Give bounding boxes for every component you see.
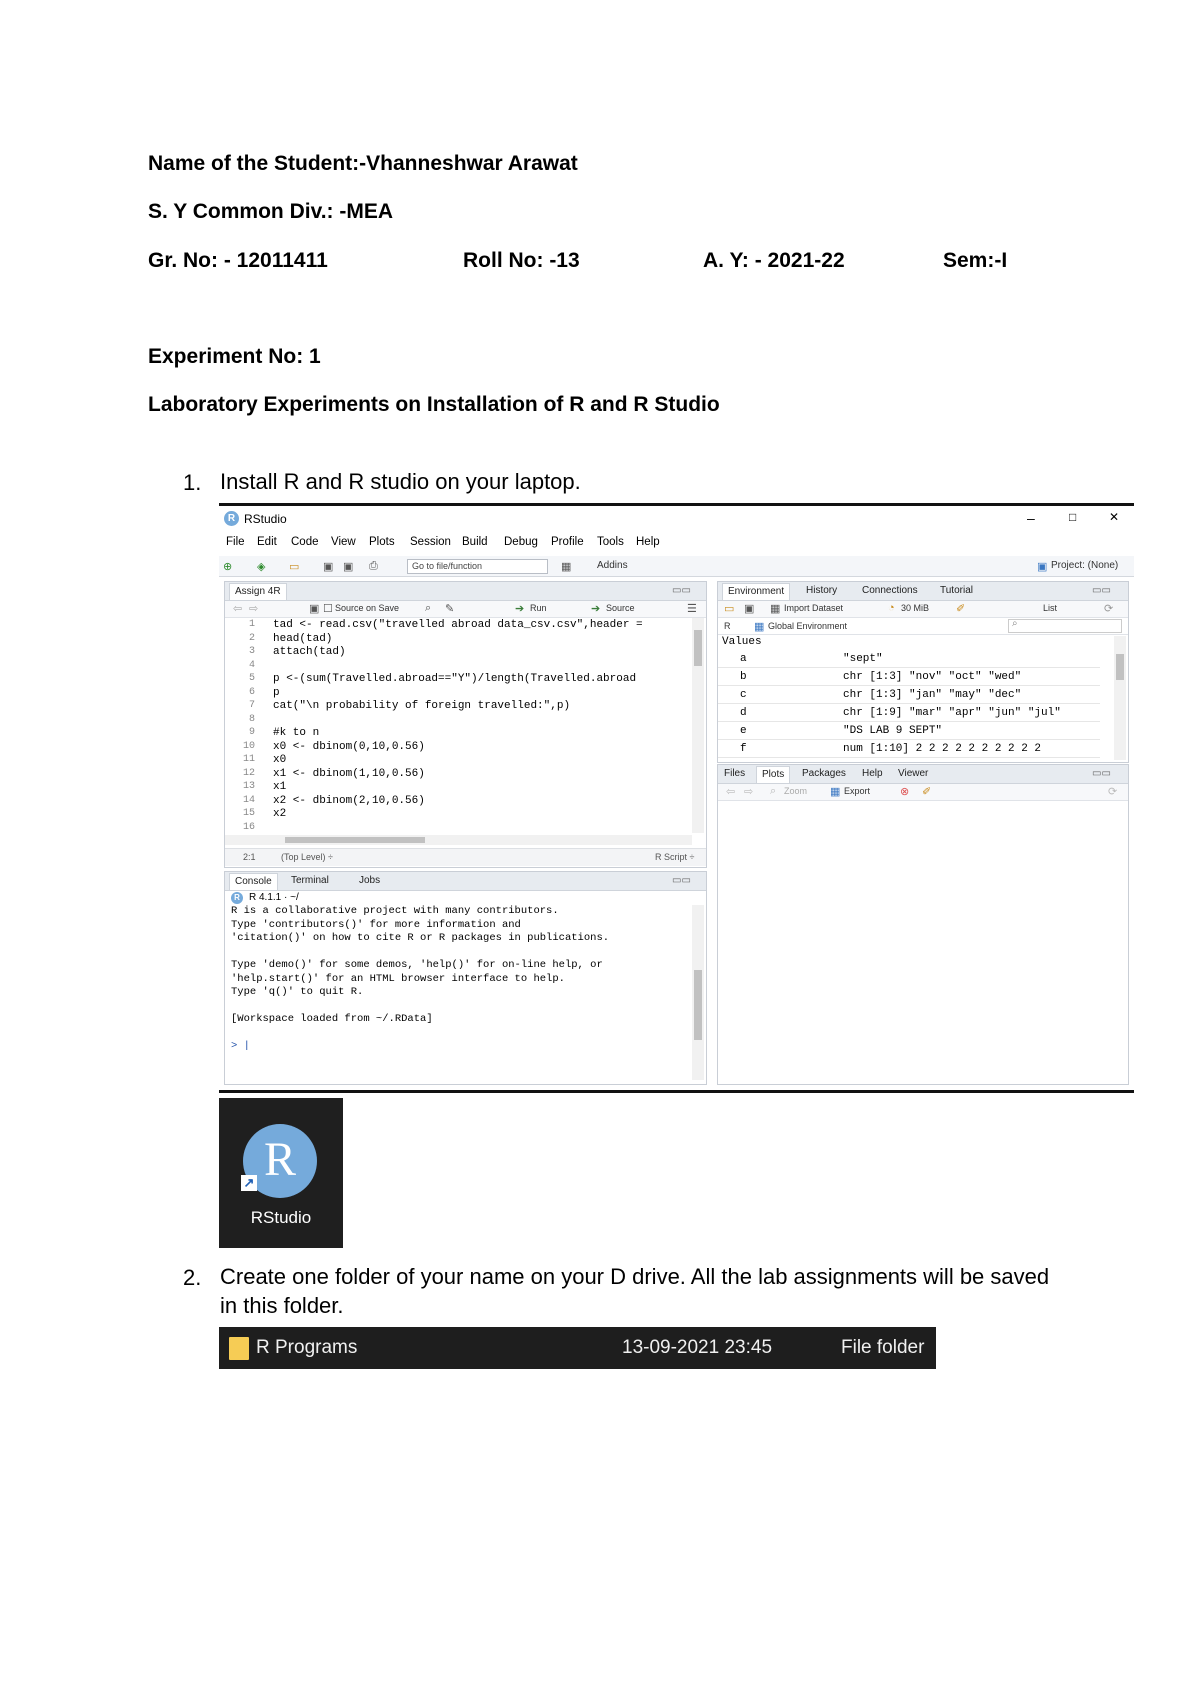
zoom-icon[interactable]: ⌕ (770, 785, 777, 797)
tab-packages[interactable]: Packages (802, 768, 846, 779)
refresh-icon[interactable]: ⟳ (1104, 603, 1114, 615)
menu-debug[interactable]: Debug (504, 536, 538, 548)
line-number: 1 (248, 619, 255, 630)
desktop-icon-label: RStudio (250, 1208, 312, 1227)
menu-bar (219, 534, 1134, 552)
code-line: p (273, 686, 280, 699)
console-minimize-icon[interactable]: ▭▭ (672, 875, 691, 886)
outline-icon[interactable]: ☰ (687, 603, 697, 615)
line-number: 2 (248, 632, 255, 644)
code-line: x0 (273, 754, 287, 766)
env-search-icon: ⌕ (1012, 618, 1018, 629)
gr-no: Gr. No: - 12011411 (148, 249, 328, 272)
remove-plot-icon[interactable]: ⊗ (900, 786, 910, 798)
files-pane (717, 764, 1129, 1085)
view-list-menu[interactable]: List (1043, 603, 1058, 613)
r-logo-icon: R (243, 1124, 317, 1198)
code-line: x0 <- dbinom(0,10,0.56) (273, 740, 425, 753)
console-pane (224, 871, 707, 1085)
environment-scopebar (718, 618, 1128, 635)
import-dataset-button[interactable]: Import Dataset (784, 603, 844, 613)
code-line: tad <- read.csv("travelled abroad data_csv.csv",header = (273, 619, 643, 631)
env-row[interactable] (718, 706, 1100, 722)
line-number: 14 (242, 794, 255, 806)
scope-indicator[interactable]: (Top Level) ÷ (281, 852, 333, 862)
menu-code[interactable]: Code (291, 536, 319, 548)
line-number: 15 (242, 808, 255, 819)
files-pane-header (718, 765, 1128, 784)
env-var-name: f (740, 743, 747, 755)
rstudio-screenshot (219, 503, 1134, 1093)
tab-environment[interactable]: Environment (722, 583, 790, 600)
env-var-value: num [1:10] 2 2 2 2 2 2 2 2 2 2 (843, 743, 1042, 755)
minimize-button[interactable]: – (1027, 510, 1035, 526)
cursor-position: 2:1 (243, 852, 256, 862)
files-minimize-icon[interactable]: ▭▭ (1092, 768, 1111, 779)
tab-viewer[interactable]: Viewer (898, 768, 929, 779)
editor-statusbar (225, 848, 706, 866)
code-editor[interactable] (225, 618, 691, 833)
maximize-button[interactable]: □ (1069, 510, 1077, 524)
console-line: Type 'demo()' for some demos, 'help()' for on-line help, or (231, 959, 603, 971)
line-number: 6 (248, 686, 255, 698)
tab-jobs[interactable]: Jobs (359, 875, 381, 886)
console-info (225, 891, 706, 905)
code-line: x2 (273, 808, 287, 820)
new-project-icon[interactable]: ◈ (257, 561, 266, 573)
save-icon[interactable]: ▣ (323, 561, 334, 573)
tab-connections[interactable]: Connections (862, 585, 918, 596)
tab-console[interactable]: Console (229, 873, 278, 890)
source-on-save-label: Source on Save (335, 603, 400, 613)
wand-icon[interactable]: ✎ (445, 603, 455, 615)
environment-pane (717, 581, 1129, 763)
r-version: R 4.1.1 · ~/ (249, 892, 299, 903)
task-1-number: 1. (183, 470, 202, 495)
zoom-button[interactable]: Zoom (784, 786, 808, 796)
rstudio-titlebar (219, 508, 1134, 530)
line-number: 11 (242, 754, 255, 765)
line-number: 13 (242, 781, 255, 792)
global-env-icon: ▦ (754, 621, 765, 633)
new-file-icon[interactable]: ⊕ (223, 561, 233, 573)
task-2-text-line-1: Create one folder of your name on your D drive. All the lab assignments will be saved (220, 1264, 1050, 1289)
editor-scrollbar[interactable] (692, 618, 704, 833)
line-number: 10 (242, 740, 255, 752)
editor-toolbar (225, 601, 706, 618)
env-var-name: a (740, 653, 747, 665)
goto-file-input[interactable]: Go to file/function (407, 559, 548, 574)
env-var-value: chr [1:3] "jan" "may" "dec" (843, 689, 1022, 701)
roll-no: Roll No: -13 (463, 249, 580, 272)
open-file-icon[interactable]: ▭ (289, 561, 300, 573)
r-version-icon: R (231, 892, 243, 904)
code-line: #k to n (273, 727, 320, 739)
console-pane-header (225, 872, 706, 891)
editor-hscrollbar[interactable] (225, 835, 692, 845)
shortcut-arrow-icon: ↗ (241, 1175, 257, 1191)
environment-table (718, 652, 1114, 760)
menu-session[interactable]: Session (410, 536, 451, 548)
grid-icon[interactable]: ▦ (561, 561, 572, 573)
console-line: 'help.start()' for an HTML browser interface to help. (231, 972, 565, 985)
tab-terminal[interactable]: Terminal (291, 875, 329, 886)
console-line: R is a collaborative project with many contributors. (231, 905, 559, 917)
folder-type: File folder (841, 1337, 925, 1358)
env-var-name: d (740, 707, 747, 719)
code-line: attach(tad) (273, 646, 346, 658)
env-minimize-icon[interactable]: ▭▭ (1092, 585, 1111, 596)
project-icon: ▣ (1037, 561, 1048, 573)
division: S. Y Common Div.: -MEA (148, 200, 394, 223)
env-var-name: e (740, 725, 747, 737)
plots-toolbar (718, 784, 1128, 801)
menu-plots[interactable]: Plots (369, 536, 395, 548)
console-line: [Workspace loaded from ~/.RData] (231, 1013, 433, 1025)
line-number: 3 (248, 646, 255, 657)
menu-view[interactable]: View (331, 536, 356, 548)
language-menu[interactable]: R (724, 621, 731, 631)
task-2-text-line-2: in this folder. (220, 1293, 344, 1318)
save-all-icon[interactable]: ▣ (343, 561, 354, 573)
env-var-name: c (740, 689, 747, 701)
console-scrollbar[interactable] (692, 905, 704, 1080)
console-output[interactable] (225, 905, 691, 1080)
run-icon[interactable]: ➔ (515, 603, 525, 615)
semester: Sem:-I (943, 249, 1008, 272)
code-line: cat("\n probability of foreign travelled:",p) (273, 700, 571, 712)
student-name: Name of the Student:-Vhanneshwar Arawat (148, 152, 578, 175)
console-prompt[interactable]: > | (231, 1040, 250, 1052)
code-line: head(tad) (273, 632, 333, 645)
forward-arrow-icon[interactable]: ⇨ (249, 603, 259, 615)
tab-assign-4r[interactable]: Assign 4R (229, 583, 287, 600)
addins-menu[interactable]: Addins (597, 560, 628, 571)
main-toolbar (219, 556, 1134, 577)
tab-plots[interactable]: Plots (756, 766, 790, 783)
clear-plots-icon[interactable]: ✐ (922, 786, 932, 798)
rstudio-logo-icon: R (224, 511, 239, 526)
load-workspace-icon[interactable]: ▭ (724, 603, 735, 615)
env-scrollbar[interactable] (1114, 636, 1126, 760)
menu-edit[interactable]: Edit (257, 536, 277, 548)
line-number: 4 (248, 659, 255, 671)
line-number: 8 (248, 713, 255, 725)
menu-profile[interactable]: Profile (551, 536, 584, 548)
env-var-value: "sept" (843, 653, 883, 665)
save-workspace-icon[interactable]: ▣ (744, 603, 755, 615)
menu-help[interactable]: Help (636, 536, 660, 548)
memory-usage[interactable]: 30 MiB (901, 603, 930, 613)
environment-pane-header (718, 582, 1128, 601)
rstudio-desktop-icon[interactable] (219, 1098, 343, 1248)
line-number: 16 (242, 821, 255, 833)
task-1-text: Install R and R studio on your laptop. (220, 469, 581, 494)
close-button[interactable]: ✕ (1109, 510, 1120, 524)
source-pane (224, 581, 707, 868)
plot-back-icon[interactable]: ⇦ (726, 786, 736, 798)
console-line: Type 'q()' to quit R. (231, 986, 364, 998)
export-icon: ▦ (830, 786, 841, 798)
environment-toolbar (718, 601, 1128, 618)
console-line: Type 'contributors()' for more information and (231, 918, 521, 931)
env-var-value: "DS LAB 9 SEPT" (843, 725, 943, 737)
tab-help[interactable]: Help (862, 768, 883, 779)
back-arrow-icon[interactable]: ⇦ (233, 603, 243, 615)
env-row[interactable] (718, 670, 1100, 686)
env-search-input[interactable] (1008, 619, 1122, 633)
tab-history[interactable]: History (806, 585, 838, 596)
source-button[interactable]: Source (606, 603, 635, 613)
line-number: 7 (248, 700, 255, 711)
window-title: RStudio (244, 512, 287, 526)
experiment-title: Laboratory Experiments on Installation of R and R Studio (148, 393, 720, 416)
folder-icon (229, 1337, 249, 1360)
minimize-pane-icon[interactable]: ▭▭ (672, 585, 691, 596)
experiment-number: Experiment No: 1 (148, 345, 321, 368)
folder-list-row[interactable] (219, 1327, 936, 1369)
plot-refresh-icon[interactable]: ⟳ (1108, 786, 1118, 798)
memory-icon: ◔ (888, 602, 895, 614)
line-number: 12 (242, 767, 255, 779)
scope-menu[interactable]: Global Environment (768, 621, 848, 631)
line-number: 5 (248, 673, 255, 684)
menu-tools[interactable]: Tools (597, 536, 624, 548)
line-number: 9 (248, 727, 255, 738)
menu-file[interactable]: File (226, 536, 245, 548)
import-dataset-icon[interactable]: ▦ (770, 603, 781, 615)
search-icon[interactable]: ⌕ (425, 602, 432, 614)
env-var-value: chr [1:9] "mar" "apr" "jun" "jul" (843, 707, 1061, 719)
academic-year: A. Y: - 2021-22 (703, 249, 845, 272)
code-line: x1 <- dbinom(1,10,0.56) (273, 767, 425, 780)
env-var-value: chr [1:3] "nov" "oct" "wed" (843, 671, 1022, 683)
code-line: x2 <- dbinom(2,10,0.56) (273, 794, 425, 807)
print-icon[interactable]: ⎙ (369, 560, 378, 572)
env-var-name: b (740, 671, 747, 683)
code-line: p <-(sum(Travelled.abroad=="Y")/length(Travelled.abroad (273, 673, 637, 685)
broom-icon[interactable]: ✐ (956, 603, 966, 615)
code-line: x1 (273, 781, 287, 793)
editor-save-icon[interactable]: ▣ (309, 603, 320, 615)
source-on-save-checkbox[interactable]: ☐ (323, 603, 333, 615)
task-2-number: 2. (183, 1265, 202, 1290)
project-menu[interactable]: Project: (None) (1051, 560, 1119, 571)
source-pane-header (225, 582, 706, 601)
tab-tutorial[interactable]: Tutorial (940, 585, 973, 596)
env-row[interactable] (718, 652, 1100, 668)
plot-forward-icon[interactable]: ⇨ (744, 786, 754, 798)
run-button[interactable]: Run (530, 603, 547, 613)
file-type[interactable]: R Script ÷ (655, 852, 695, 862)
env-row[interactable] (718, 724, 1100, 740)
source-icon[interactable]: ➔ (591, 603, 601, 615)
menu-build[interactable]: Build (462, 536, 488, 548)
folder-date: 13-09-2021 23:45 (622, 1337, 773, 1358)
env-row[interactable] (718, 742, 1100, 758)
export-menu[interactable]: Export (844, 786, 871, 796)
env-row[interactable] (718, 688, 1100, 704)
values-section-label: Values (722, 636, 762, 648)
tab-files[interactable]: Files (724, 768, 746, 779)
folder-name: R Programs (256, 1337, 358, 1358)
console-line: 'citation()' on how to cite R or R packages in publications. (231, 932, 610, 944)
